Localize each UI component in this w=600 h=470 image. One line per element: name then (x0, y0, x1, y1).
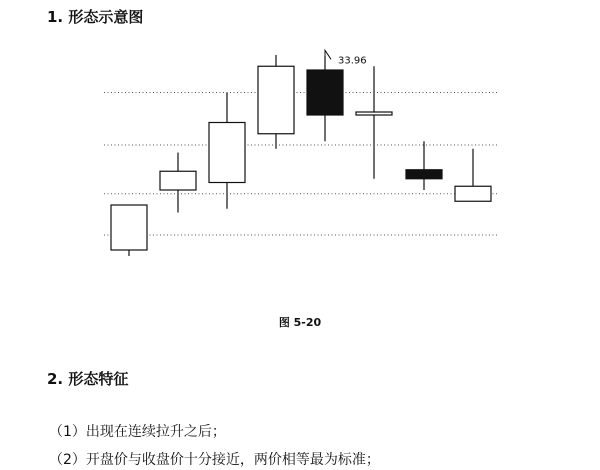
candle-1 (111, 205, 147, 256)
section-1-heading: 1. 形态示意图 (47, 8, 144, 26)
candle-body (455, 186, 491, 201)
feature-item-2: （2）开盘价与收盘价十分接近，两价相等最为标准； (49, 452, 380, 468)
candle-body (209, 123, 245, 183)
candle-7 (406, 141, 442, 190)
candle-6 (356, 66, 392, 179)
candle-body (160, 171, 196, 190)
high-price-label: 33.96 (338, 55, 367, 67)
candle-2 (160, 153, 196, 213)
candle-body (307, 70, 343, 115)
candle-5 (307, 55, 343, 141)
candle-4 (258, 55, 294, 149)
figure-caption: 图 5-20 (278, 316, 322, 329)
candle-body (111, 205, 147, 250)
candle-8 (455, 149, 491, 202)
candle-body (406, 170, 442, 179)
section-2-heading: 2. 形态特征 (47, 370, 129, 388)
candle-body (258, 66, 294, 134)
candle-body (356, 112, 392, 115)
feature-item-1: （1）出现在连续拉升之后； (49, 424, 226, 440)
annotation-leader (325, 50, 331, 59)
candle-3 (209, 93, 245, 209)
